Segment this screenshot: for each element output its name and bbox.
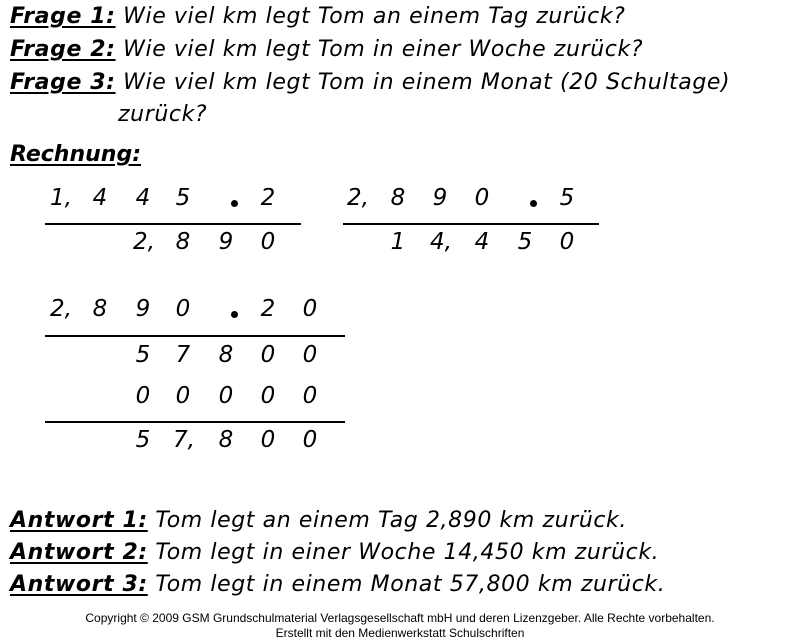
calculation-2	[0, 185, 620, 265]
question-1-text: Wie viel km legt Tom an einem Tag zurück?	[123, 4, 626, 29]
calc2-factor-digit: 0	[474, 185, 490, 211]
question-1	[10, 4, 625, 29]
question-3-text: Wie viel km legt Tom in einem Monat (20 Schultage)	[123, 70, 731, 95]
calc2-factor-digit: 2,	[347, 185, 369, 211]
calc3-partial2-digit: 0	[218, 383, 234, 409]
calc3-result-digit: 0	[302, 427, 318, 453]
calc2-factor-digit: 8	[390, 185, 406, 211]
answer-3-text: Tom legt in einem Monat 57,800 km zurück.	[155, 572, 666, 597]
calc1-factor-digit: 5	[175, 185, 191, 211]
question-2-text: Wie viel km legt Tom in einer Woche zurück?	[123, 37, 644, 62]
answer-1-text: Tom legt an einem Tag 2,890 km zurück.	[155, 508, 627, 533]
question-3	[10, 70, 730, 95]
calc1-result-digit: 9	[218, 229, 234, 255]
calc3-result-digit: 8	[218, 427, 234, 453]
calc1-result-digit: 2,	[133, 229, 155, 255]
answer-3	[10, 572, 665, 597]
calc3-partial1-digit: 7	[175, 342, 191, 368]
question-3-continuation: zurück?	[118, 102, 208, 127]
question-2-label: Frage 2:	[10, 37, 116, 62]
calculation-3	[0, 296, 360, 466]
calc1-factor-digit: 4	[135, 185, 151, 211]
calc3-multiply-dot	[231, 311, 238, 318]
question-3-label: Frage 3:	[10, 70, 116, 95]
calc2-multiply-dot	[530, 200, 537, 207]
calc3-result-digit: 5	[135, 427, 151, 453]
copyright-line: Copyright © 2009 GSM Grundschulmaterial Verlagsgesellschaft mbH und deren Lizenzgeber. Alle Rechte vorbehalten.	[85, 611, 715, 625]
answer-2	[10, 540, 659, 565]
calc1-result-digit: 8	[175, 229, 191, 255]
calc1-factor-digit: 4	[92, 185, 108, 211]
calc2-result-digit: 5	[517, 229, 533, 255]
calc3-result-digit: 0	[260, 427, 276, 453]
answer-1	[10, 508, 627, 533]
calc2-result-digit: 0	[559, 229, 575, 255]
calc3-partial2-digit: 0	[175, 383, 191, 409]
calc2-factor-digit: 9	[432, 185, 448, 211]
calc1-factor-digit: 1,	[50, 185, 72, 211]
question-1-label: Frage 1:	[10, 4, 116, 29]
calc3-partial1-digit: 8	[218, 342, 234, 368]
calc3-factor-digit: 9	[135, 296, 151, 322]
answer-2-label: Antwort 2:	[10, 540, 148, 565]
calc3-partial1-digit: 5	[135, 342, 151, 368]
answer-3-label: Antwort 3:	[10, 572, 148, 597]
calc3-partial1-digit: 0	[302, 342, 318, 368]
calc3-multiplier-digit: 2	[260, 296, 276, 322]
calc2-multiplier-digit: 5	[559, 185, 575, 211]
calc3-partial2-digit: 0	[302, 383, 318, 409]
calc1-multiplier-digit: 2	[260, 185, 276, 211]
calc3-factor-digit: 8	[92, 296, 108, 322]
calc1-result-digit: 0	[260, 229, 276, 255]
calc3-factor-digit: 0	[175, 296, 191, 322]
calc2-result-digit: 1	[390, 229, 406, 255]
calculation-heading: Rechnung:	[10, 142, 142, 167]
calc2-result-digit: 4	[474, 229, 490, 255]
calc3-partial1-digit: 0	[260, 342, 276, 368]
calc2-result-rule	[343, 223, 599, 225]
calc3-multiplier-digit: 0	[302, 296, 318, 322]
calc3-factor-digit: 2,	[50, 296, 72, 322]
calc3-partial2-digit: 0	[260, 383, 276, 409]
answer-2-text: Tom legt in einer Woche 14,450 km zurück.	[155, 540, 660, 565]
calc3-result-rule	[45, 421, 345, 423]
calc3-result-digit: 7,	[173, 427, 195, 453]
question-2	[10, 37, 643, 62]
answer-1-label: Antwort 1:	[10, 508, 148, 533]
credits-line: Erstellt mit den Medienwerkstatt Schulschriften	[275, 626, 525, 640]
copyright-footer	[0, 611, 800, 641]
calc2-result-digit: 4,	[430, 229, 452, 255]
calc3-partial2-digit: 0	[135, 383, 151, 409]
calc3-partial-rule	[45, 335, 345, 337]
